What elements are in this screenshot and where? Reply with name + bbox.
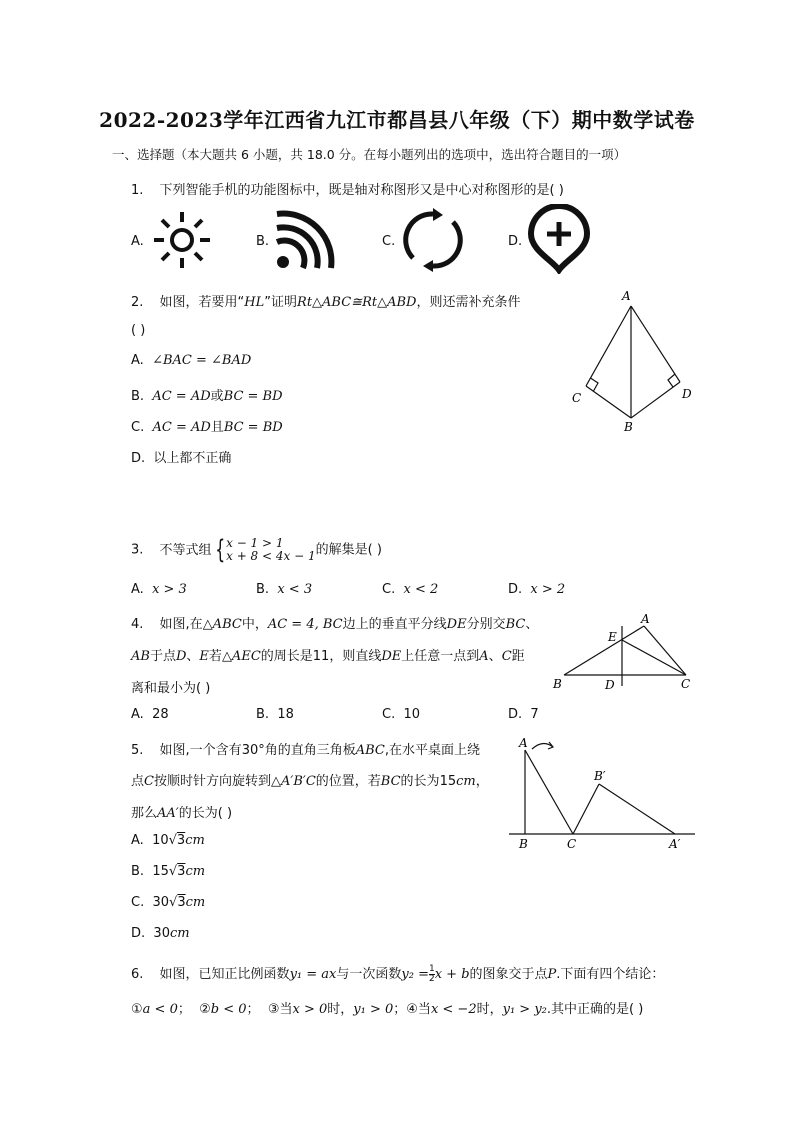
math: HL	[244, 295, 265, 310]
text: 的长为( )	[178, 806, 233, 821]
text: ,在水平桌面上绕	[384, 743, 481, 758]
question-number: 2.	[131, 295, 144, 310]
number: 30°	[241, 743, 265, 758]
q5-option-c	[131, 895, 205, 910]
text: 角的直角三角板	[264, 743, 356, 758]
q4-option-d	[508, 707, 539, 722]
label-C: C	[681, 677, 691, 691]
text: 如图，若要用“	[159, 295, 245, 310]
radicand: 3	[177, 864, 186, 879]
marker: ②	[199, 1002, 211, 1017]
text: 的周长是	[260, 649, 313, 664]
label: B.	[131, 389, 145, 404]
text: ，	[475, 774, 489, 789]
text: 时，	[476, 1002, 503, 1017]
q4-option-a	[131, 707, 169, 722]
text: 若	[208, 649, 222, 664]
question-2	[131, 291, 520, 310]
question-6-line-1	[131, 963, 664, 984]
location-plus-icon	[526, 204, 592, 274]
text: 如图,在	[159, 617, 203, 632]
label-B: B	[624, 420, 633, 434]
marker: ①	[131, 1002, 143, 1017]
question-5-line-1	[131, 739, 480, 758]
math: b < 0	[210, 1002, 247, 1017]
q4-option-b	[256, 707, 294, 722]
math: AB	[131, 649, 150, 664]
radicand: 3	[176, 833, 186, 848]
question-text: 下列智能手机的功能图标中，既是轴对称图形又是中心对称图形的是( )	[159, 183, 564, 198]
question-number: 6.	[131, 967, 144, 982]
q1-option-a-label: A.	[131, 234, 144, 249]
math: BC = BD	[223, 420, 283, 435]
unit: cm	[185, 895, 206, 910]
q5-figure	[505, 732, 700, 856]
text: 边上的垂直平分线	[342, 617, 447, 632]
text: 如图,一个含有	[159, 743, 242, 758]
question-1	[131, 179, 564, 198]
label: B.	[131, 864, 145, 879]
value: 7	[530, 707, 539, 722]
math: x < −2	[430, 1002, 477, 1017]
label: A.	[131, 833, 144, 848]
text: 分别交	[466, 617, 506, 632]
label: A.	[131, 707, 144, 722]
label-A: A	[519, 736, 528, 750]
text: 点	[131, 774, 145, 789]
math: △ABC	[202, 617, 242, 632]
q1-option-d-label: D.	[508, 234, 523, 249]
text: ；	[246, 1002, 260, 1017]
math: P	[547, 967, 557, 982]
label-B: B	[553, 677, 562, 691]
text: 与一次函数	[336, 967, 402, 982]
math: cm	[456, 774, 476, 789]
q1-option-b-label: B.	[256, 234, 270, 249]
question-number: 1.	[131, 183, 144, 198]
math: x < 3	[277, 582, 313, 597]
math: BC	[380, 774, 401, 789]
question-4-line-1	[131, 613, 538, 632]
text: 的解集是( )	[315, 542, 382, 558]
number: 11	[312, 649, 330, 664]
numerator: 1	[428, 964, 435, 974]
number: 15	[152, 864, 169, 879]
math: E	[199, 649, 209, 664]
wifi-signal-icon	[272, 208, 338, 272]
question-4-line-2	[131, 645, 525, 664]
text: 以上都不正确	[153, 451, 232, 466]
text: 、	[488, 649, 502, 664]
q4-option-c	[382, 707, 420, 722]
math: BC = BD	[223, 389, 283, 404]
math: x < 2	[403, 582, 439, 597]
label-C: C	[567, 837, 577, 851]
math: x + b	[434, 967, 470, 982]
text: 的长为	[400, 774, 440, 789]
text: 的图象交于点	[469, 967, 548, 982]
text: 中，	[241, 617, 268, 632]
sqrt-sign: √	[168, 833, 177, 848]
q2-option-b	[131, 385, 283, 404]
value: 18	[277, 707, 294, 722]
unit: cm	[185, 864, 206, 879]
q2-option-c	[131, 416, 283, 435]
q3-option-b	[256, 582, 312, 597]
math: x > 0	[292, 1002, 328, 1017]
text: 距	[511, 649, 525, 664]
number: 10	[152, 833, 169, 848]
text: 、	[186, 649, 200, 664]
label-C: C	[572, 391, 582, 405]
math: x > 2	[530, 582, 566, 597]
text: .其中正确的是( )	[546, 1002, 644, 1017]
label: C.	[131, 420, 145, 435]
system	[226, 537, 316, 563]
label-B-prime: B′	[594, 769, 606, 783]
q1-option-c-label: C.	[382, 234, 396, 249]
radicand: 3	[177, 895, 186, 910]
q4-figure	[550, 608, 700, 694]
math: Rt△ABC≅Rt△ABD	[297, 295, 417, 310]
question-5-line-2	[131, 770, 489, 789]
math: y₂ =	[401, 967, 429, 982]
value: 28	[152, 707, 169, 722]
sun-icon	[148, 208, 216, 272]
question-number: 5.	[131, 743, 144, 758]
text: 的位置，若	[315, 774, 381, 789]
label-B: B	[519, 837, 528, 851]
math: △AEC	[221, 649, 261, 664]
label: D.	[131, 926, 146, 941]
denominator: 2	[428, 974, 435, 984]
inequality-1: x − 1 > 1	[226, 536, 284, 550]
math: BC	[322, 617, 343, 632]
section-header: 一、选择题（本大题共 6 小题，共 18.0 分。在每小题列出的选项中，选出符合题目的一项）	[112, 147, 627, 162]
math: A	[479, 649, 489, 664]
label: D.	[131, 451, 146, 466]
text: 如图，已知正比例函数	[159, 967, 290, 982]
unit: cm	[185, 833, 205, 848]
text: 时，	[327, 1002, 354, 1017]
math: DE	[446, 617, 467, 632]
text: 按顺时针方向旋转到	[153, 774, 271, 789]
page-title: 2022-2023学年江西省九江市都昌县八年级（下）期中数学试卷	[99, 108, 695, 132]
label: A.	[131, 353, 144, 368]
text: 上任意一点到	[401, 649, 480, 664]
inequality-2: x + 8 < 4x − 1	[226, 549, 316, 563]
text: 不等式组	[159, 542, 212, 558]
q3-option-d	[508, 582, 565, 597]
text: 当	[417, 1002, 431, 1017]
text: ；	[393, 1002, 407, 1017]
math: △A′B′C	[270, 774, 316, 789]
brace: {	[214, 535, 225, 565]
label-D: D	[605, 678, 615, 692]
text: ”证明	[264, 295, 298, 310]
label-E: E	[608, 630, 617, 644]
label: B.	[256, 582, 270, 597]
math: AA′	[157, 806, 179, 821]
label-A-prime: A′	[669, 837, 681, 851]
math: C	[144, 774, 154, 789]
number: 30	[153, 926, 170, 941]
label: D.	[508, 582, 523, 597]
label-A: A	[641, 612, 650, 626]
math: ∠BAC = ∠BAD	[152, 353, 252, 368]
math: AC = AD	[152, 420, 211, 435]
unit: cm	[169, 926, 190, 941]
math: y₁ > y₂	[502, 1002, 547, 1017]
question-number: 4.	[131, 617, 144, 632]
math: y₁ = ax	[289, 967, 337, 982]
text: 那么	[131, 806, 158, 821]
question-6-line-2	[131, 998, 643, 1017]
question-5-line-3	[131, 802, 232, 821]
math: C	[501, 649, 512, 664]
number: 30	[152, 895, 170, 910]
text: 当	[279, 1002, 293, 1017]
question-3	[131, 537, 382, 563]
sqrt-sign: √	[169, 895, 178, 910]
text: ，则还需补充条件	[416, 295, 521, 310]
q5-option-b	[131, 864, 205, 879]
math: AC = AD	[152, 389, 211, 404]
label: C.	[382, 707, 396, 722]
label: D.	[508, 707, 523, 722]
math: BC	[505, 617, 526, 632]
q5-option-d	[131, 926, 190, 941]
label-A: A	[622, 289, 631, 303]
text: .下面有四个结论：	[556, 967, 665, 982]
text: 且	[210, 420, 224, 435]
label: A.	[131, 582, 144, 597]
question-2-paren: ( )	[131, 323, 146, 338]
q3-option-c	[382, 582, 438, 597]
text: 于点	[149, 649, 176, 664]
value: 10	[403, 707, 421, 722]
label: B.	[256, 707, 270, 722]
number: 15	[439, 774, 457, 789]
question-4-line-3: 离和最小为( )	[131, 681, 211, 696]
math: AC = 4,	[267, 617, 319, 632]
label-D: D	[682, 387, 692, 401]
math: x > 3	[152, 582, 187, 597]
q5-option-a	[131, 833, 205, 848]
math: D	[175, 649, 187, 664]
marker: ③	[267, 1002, 280, 1017]
math: a < 0	[142, 1002, 178, 1017]
sqrt-sign: √	[168, 864, 178, 879]
marker: ④	[406, 1002, 418, 1017]
text: ，则直线	[329, 649, 382, 664]
q2-option-d	[131, 447, 231, 466]
refresh-icon	[399, 208, 467, 272]
text: 或	[210, 389, 224, 404]
text: 、	[525, 617, 539, 632]
math: DE	[381, 649, 402, 664]
text: ；	[177, 1002, 191, 1017]
question-number: 3.	[131, 542, 144, 558]
q3-option-a	[131, 582, 187, 597]
label: C.	[131, 895, 145, 910]
label: C.	[382, 582, 396, 597]
math: ABC	[355, 743, 385, 758]
q2-option-a	[131, 353, 251, 368]
math: y₁ > 0	[353, 1002, 394, 1017]
q2-figure	[560, 286, 700, 436]
